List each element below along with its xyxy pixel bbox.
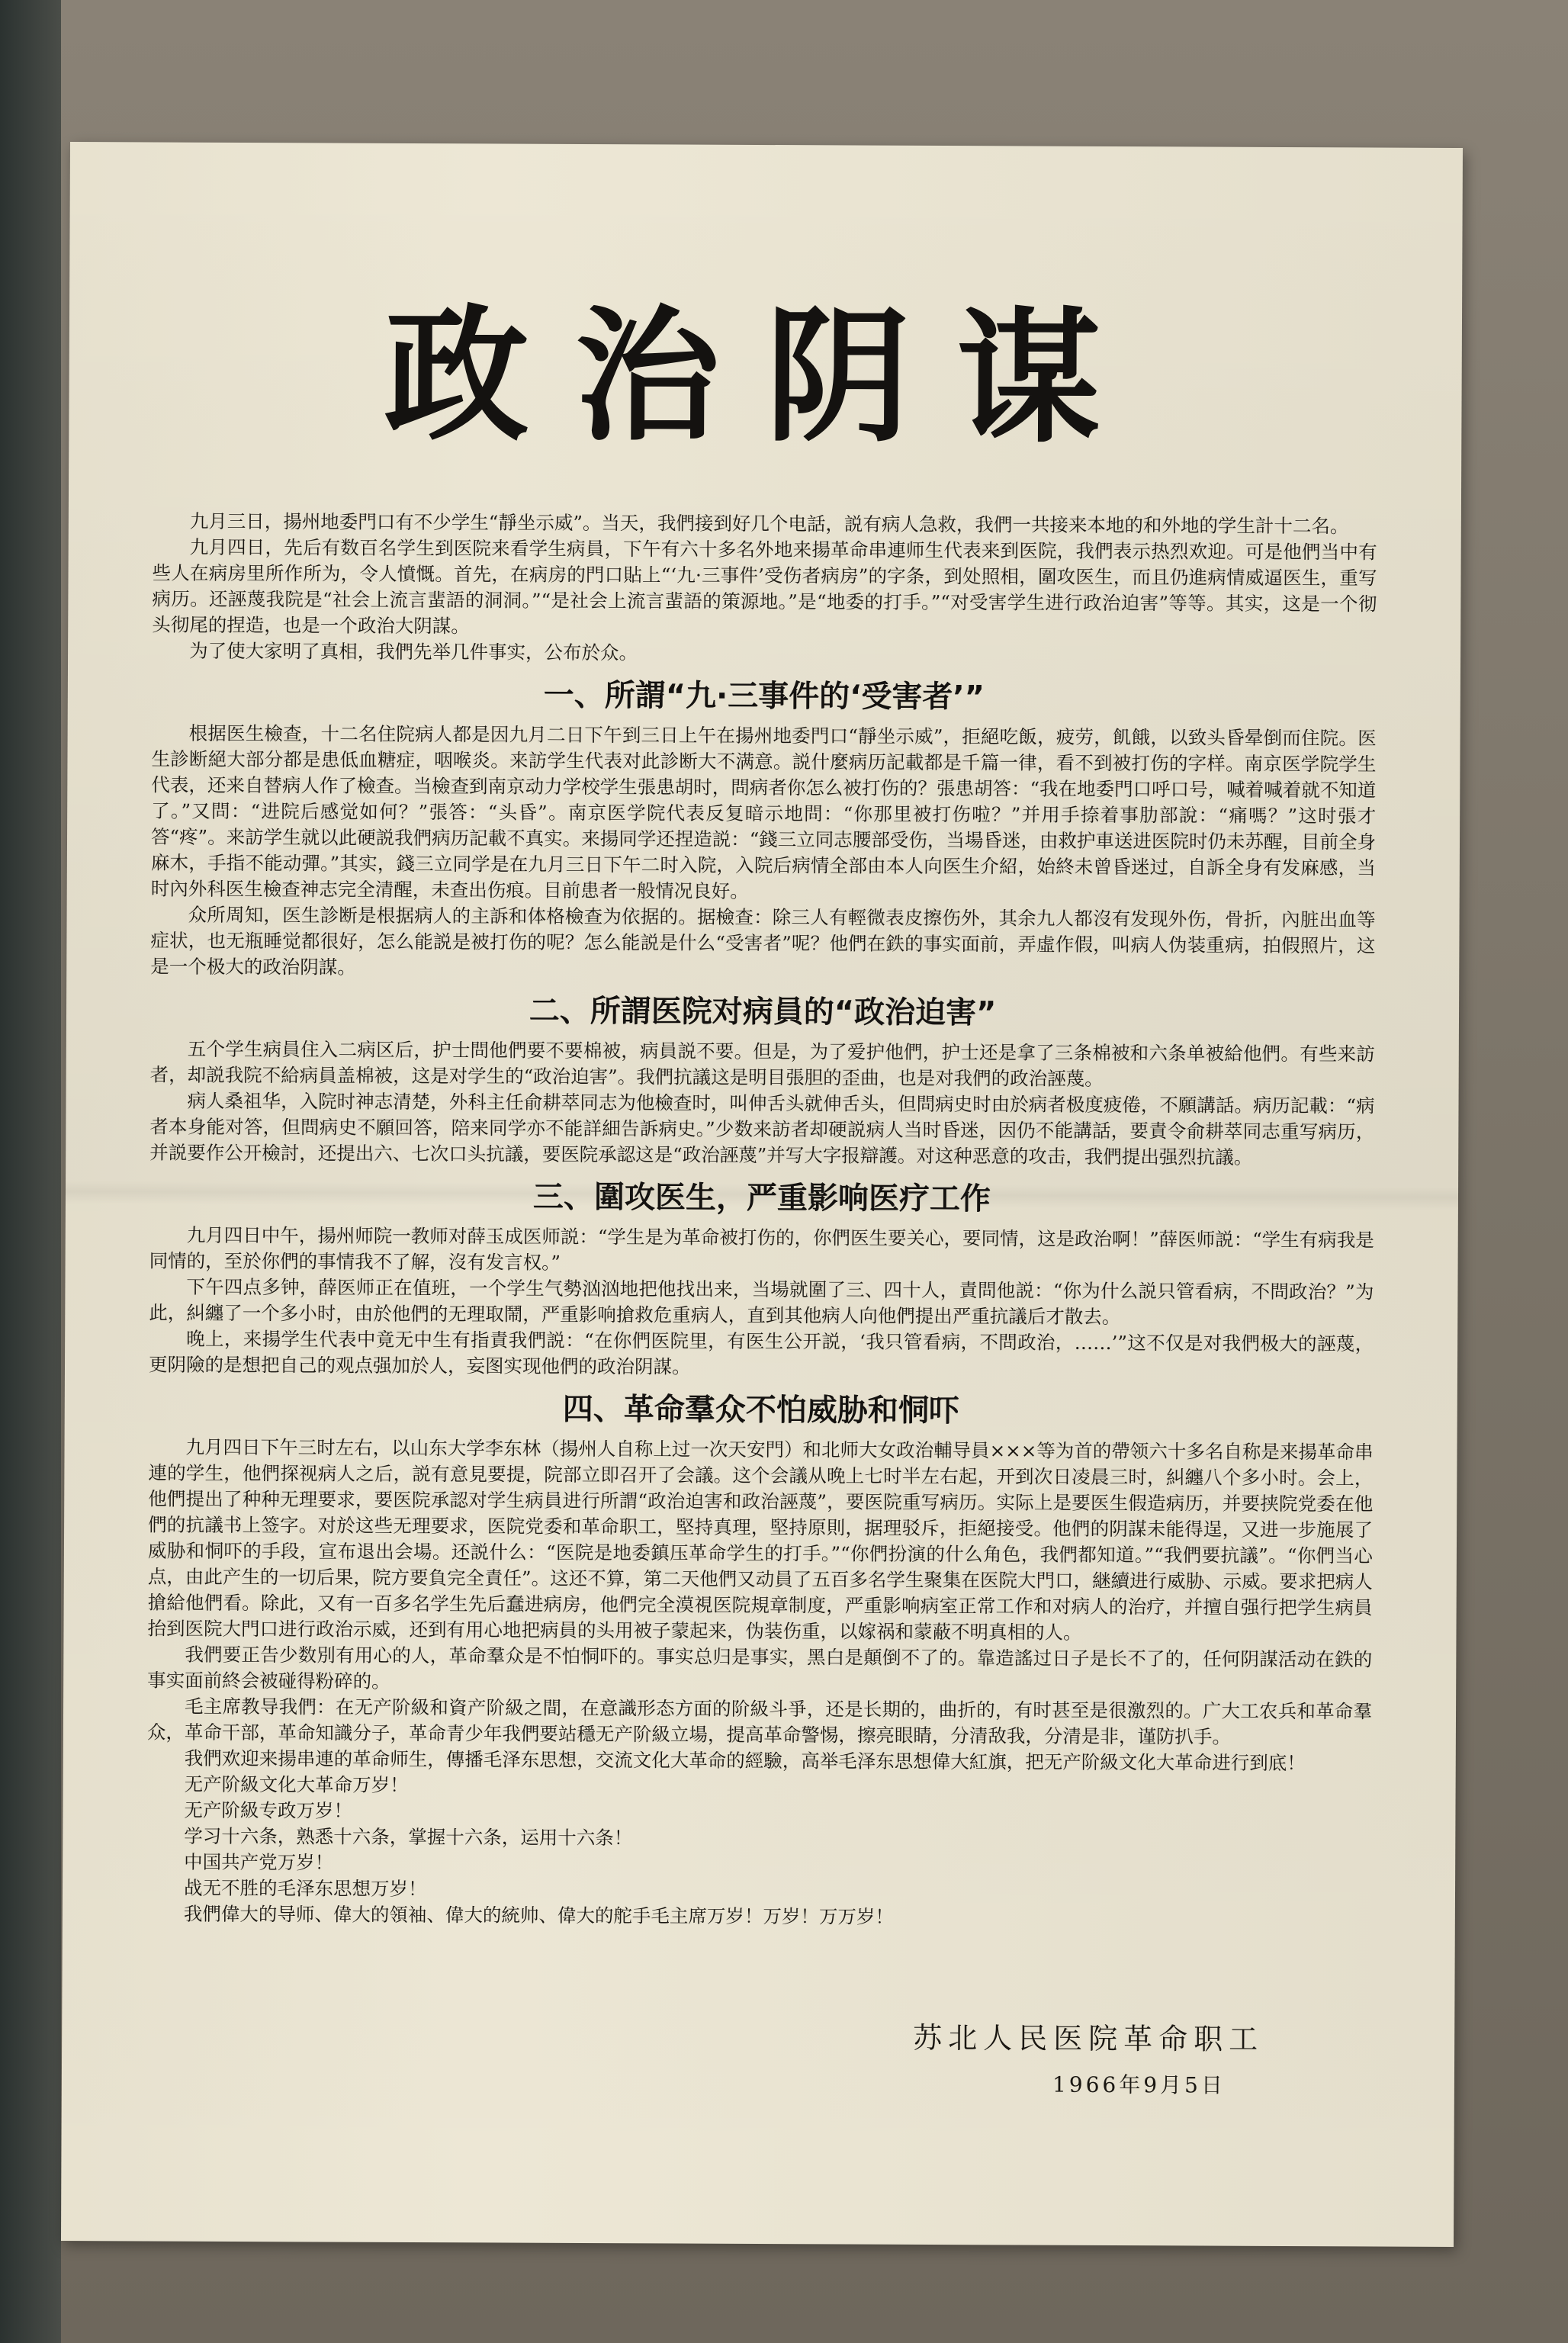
section-4-paragraph: 毛主席教导我們：在无产阶級和資产阶級之間，在意識形态方面的阶級斗爭，还是长期的，曲折的，有时甚至是很激烈的。广大工农兵和革命羣众，革命干部，革命知識分子，革命青少年我們要站穩无产阶級立場，提高革命警惕，擦亮眼睛，分清敌我，分清是非，谨防扒手。	[146, 1695, 1373, 1748]
intro-paragraph: 为了使大家明了真相，我們先举几件事实，公布於众。	[189, 639, 638, 664]
slogan-line: 学习十六条，熟悉十六条，掌握十六条，运用十六条！	[184, 1824, 633, 1850]
slogan-line: 中国共产党万岁！	[184, 1850, 334, 1874]
section-4-paragraph: 我們欢迎来揚串連的革命师生，傳播毛泽东思想，交流文化大革命的經驗，高举毛泽东思想偉大紅旗，把无产阶級文化大革命进行到底！	[184, 1747, 1306, 1775]
intro-paragraph: 九月三日，揚州地委門口有不少学生“靜坐示威”。当天，我們接到好几个电話，説有病人急救，我們一共接来本地的和外地的学生計十二名。	[189, 509, 1349, 538]
poster-title: 政治阴谋	[384, 291, 1148, 464]
signature: 苏北人民医院革命职工	[913, 2020, 1264, 2056]
intro-paragraph: 九月四日，先后有数百名学生到医院来看学生病員，下午有六十多名外地来揚革命串連师生代表来到医院，我們表示热烈欢迎。可是他們当中有些人在病房里所作所为，令人憤慨。首先，在病房的門口貼上“‘九·三事件’受伤者病房”的字条，到处照相，圍攻医生，而且仍進病情威逼医生，重写病历。还誣蔑我院是“社会上流言蜚語的洞洞。”“是社会上流言蜚語的策源地。”是“地委的打手。”“对受害学生进行政治迫害”等等。其实，这是一个彻头彻尾的捏造，也是一个政治大阴謀。	[152, 535, 1377, 638]
date-line: 1966年9月5日	[1052, 2071, 1226, 2098]
slogan-line: 我們偉大的导师、偉大的領袖、偉大的統帅、偉大的舵手毛主席万岁！万岁！万万岁！	[183, 1902, 894, 1928]
slogan-line: 无产阶級文化大革命万岁！	[184, 1773, 409, 1796]
section-2-paragraph: 五个学生病員住入二病区后，护士問他們要不要棉被，病員説不要。但是，为了爱护他們，护士还是拿了三条棉被和六条单被給他們。有些来訪者，却説我院不給病員盖棉被，这是对学生的“政治迫害”。我們抗議这是明目張胆的歪曲，也是对我們的政治誣蔑。	[149, 1037, 1375, 1090]
section-3-paragraph: 下午四点多钟，薛医师正在值班，一个学生气勢汹汹地把他找出来，当場就圍了三、四十人，責問他説：“你为什么説只管看病，不問政治？”为此，糾纏了一个多小时，由於他們的无理取鬧，严重影响搶救危重病人，直到其他病人向他們提出严重抗議后才散去。	[149, 1275, 1374, 1329]
section-3-paragraph: 晚上，来揚学生代表中竟无中生有指責我們説：“在你們医院里，有医生公开説，‘我只管看病，不問政治，……’”这不仅是对我們极大的誣蔑，更阴險的是想把自己的观点强加於人，妄图实现他們的政治阴謀。	[148, 1327, 1374, 1378]
section-1-paragraph: 众所周知，医生診断是根据病人的主訴和体格檢查为依据的。据檢查：除三人有輕微表皮擦伤外，其余九人都沒有发现外伤，骨折，內脏出血等症状，也无瓶睡觉都很好，怎么能説是被打伤的呢？怎么能説是什么“受害者”呢？他們在鉄的事实面前，弄虛作假，叫病人伪装重病，拍假照片，这是一个极大的政治阴謀。	[150, 903, 1376, 979]
slogan-line: 无产阶級专政万岁！	[184, 1798, 353, 1822]
section-2-paragraph: 病人桑祖华，入院时神志清楚，外科主任俞耕萃同志为他檢查时，叫伸舌头就伸舌头，但問病史时由於病者极度疲倦，不願講話。病历記載：“病者本身能对答，但問病史不願回答，陪来同学亦不能詳細告訴病史。”少数来訪者却硬説病人当时昏迷，因仍不能講話，要責令俞耕萃同志重写病历，并説要作公开檢討，还提出六、七次口头抗議，要医院承認这是“政治誣蔑”并写大字报辯護。对这种恶意的攻击，我們提出强烈抗議。	[149, 1089, 1375, 1168]
poster-sheet	[61, 142, 1463, 2247]
section-heading-1: 一、所謂“九·三事件的‘受害者’”	[543, 677, 985, 715]
section-heading-3: 三、圍攻医生，严重影响医疗工作	[532, 1179, 991, 1217]
section-3-paragraph: 九月四日中午，揚州师院一教师对薛玉成医师説：“学生是为革命被打伤的，你們医生要关心，要同情，这是政治啊！”薛医师説：“学生有病我是同情的，至於你們的事情我不了解，沒有发言权。”	[149, 1223, 1374, 1274]
poster-body	[146, 509, 1377, 1933]
slogan-line: 战无不胜的毛泽东思想万岁！	[183, 1876, 427, 1901]
section-1-paragraph: 根据医生檢查，十二名住院病人都是因九月二日下午到三日上午在揚州地委門口“靜坐示威”，拒絕吃飯，疲劳，飢餓，以致头昏晕倒而住院。医生診断絕大部分都是患低血糖症，咽喉炎。来訪学生代表对此診断大不满意。説什麼病历記載都是千篇一律，看不到被打伤的字样。南京医学院学生代表，还来自替病人作了檢查。当檢查到南京动力学校学生張患胡时，問病者你怎么被打伤的？張患胡答：“我在地委門口呼口号，喊着喊着就不知道了。”又問：“进院后感觉如何？”張答：“头昏”。南京医学院代表反复暗示地問：“你那里被打伤啦？”并用手捺着事肋部說：“痛嗎？”这时張才答“疼”。来訪学生就以此硬説我們病历記載不真实。来揚同学还捏造説：“錢三立同志腰部受伤，当場昏迷，由救护車送进医院时仍未苏醒，目前全身麻木，手指不能动彈。”其实，錢三立同学是在九月三日下午二时入院，入院后病情全部由本人向医生介紹，始終未曾昏迷过，自訴全身有发麻感，当时內外科医生檢查神志完全清醒，未查出伤痕。目前患者一般情况良好。	[150, 722, 1377, 902]
section-heading-2: 二、所謂医院对病員的“政治迫害”	[529, 993, 997, 1031]
section-4-paragraph: 我們要正告少数別有用心的人，革命羣众是不怕恫吓的。事实总归是事实，黑白是顛倒不了的。靠造謠过日子是长不了的，任何阴謀活动在鉄的事实面前終会被碰得粉碎的。	[147, 1643, 1373, 1692]
section-4-paragraph: 九月四日下午三时左右，以山东大学李东林（揚州人自称上过一次天安門）和北师大女政治輔导員×××等为首的帶领六十多名自称是来揚革命串連的学生，他們探视病人之后，説有意見要提，院部立即召开了会議。这个会議从晚上七时半左右起，开到次日凌晨三时，糾纏八个多小时。会上，他們提出了种种无理要求，要医院承認对学生病員进行所謂“政治迫害和政治誣蔑”，要医院重写病历。实际上是要医生假造病历，并要挟院党委在他們的抗議书上签字。对於这些无理要求，医院党委和革命职工，堅持真理，堅持原則，据理驳斥，拒絕接受。他們的阴謀未能得逞，又进一步施展了威胁和恫吓的手段，宣布退出会場。还説什么：“医院是地委鎮压革命学生的打手。”“你們扮演的什么角色，我們都知道。”“我們要抗議”。“你們当心点，由此产生的一切后果，院方要負完全責任”。这还不算，第二天他們又动員了五百多名学生聚集在医院大門口，継續进行威胁、示威。要求把病人搶給他們看。除此，又有一百多名学生先后蠢进病房，他們完全漠視医院規章制度，严重影响病室正常工作和对病人的治疗，并擅自强行把学生病員抬到医院大門口进行政治示威，还到有用心地把病員的头用被子蒙起来，伪装伤重，以嫁祸和蒙蔽不明真相的人。	[147, 1435, 1374, 1644]
section-heading-4: 四、革命羣众不怕威胁和恫吓	[562, 1391, 959, 1429]
backdrop-dark-edge	[0, 0, 61, 2343]
